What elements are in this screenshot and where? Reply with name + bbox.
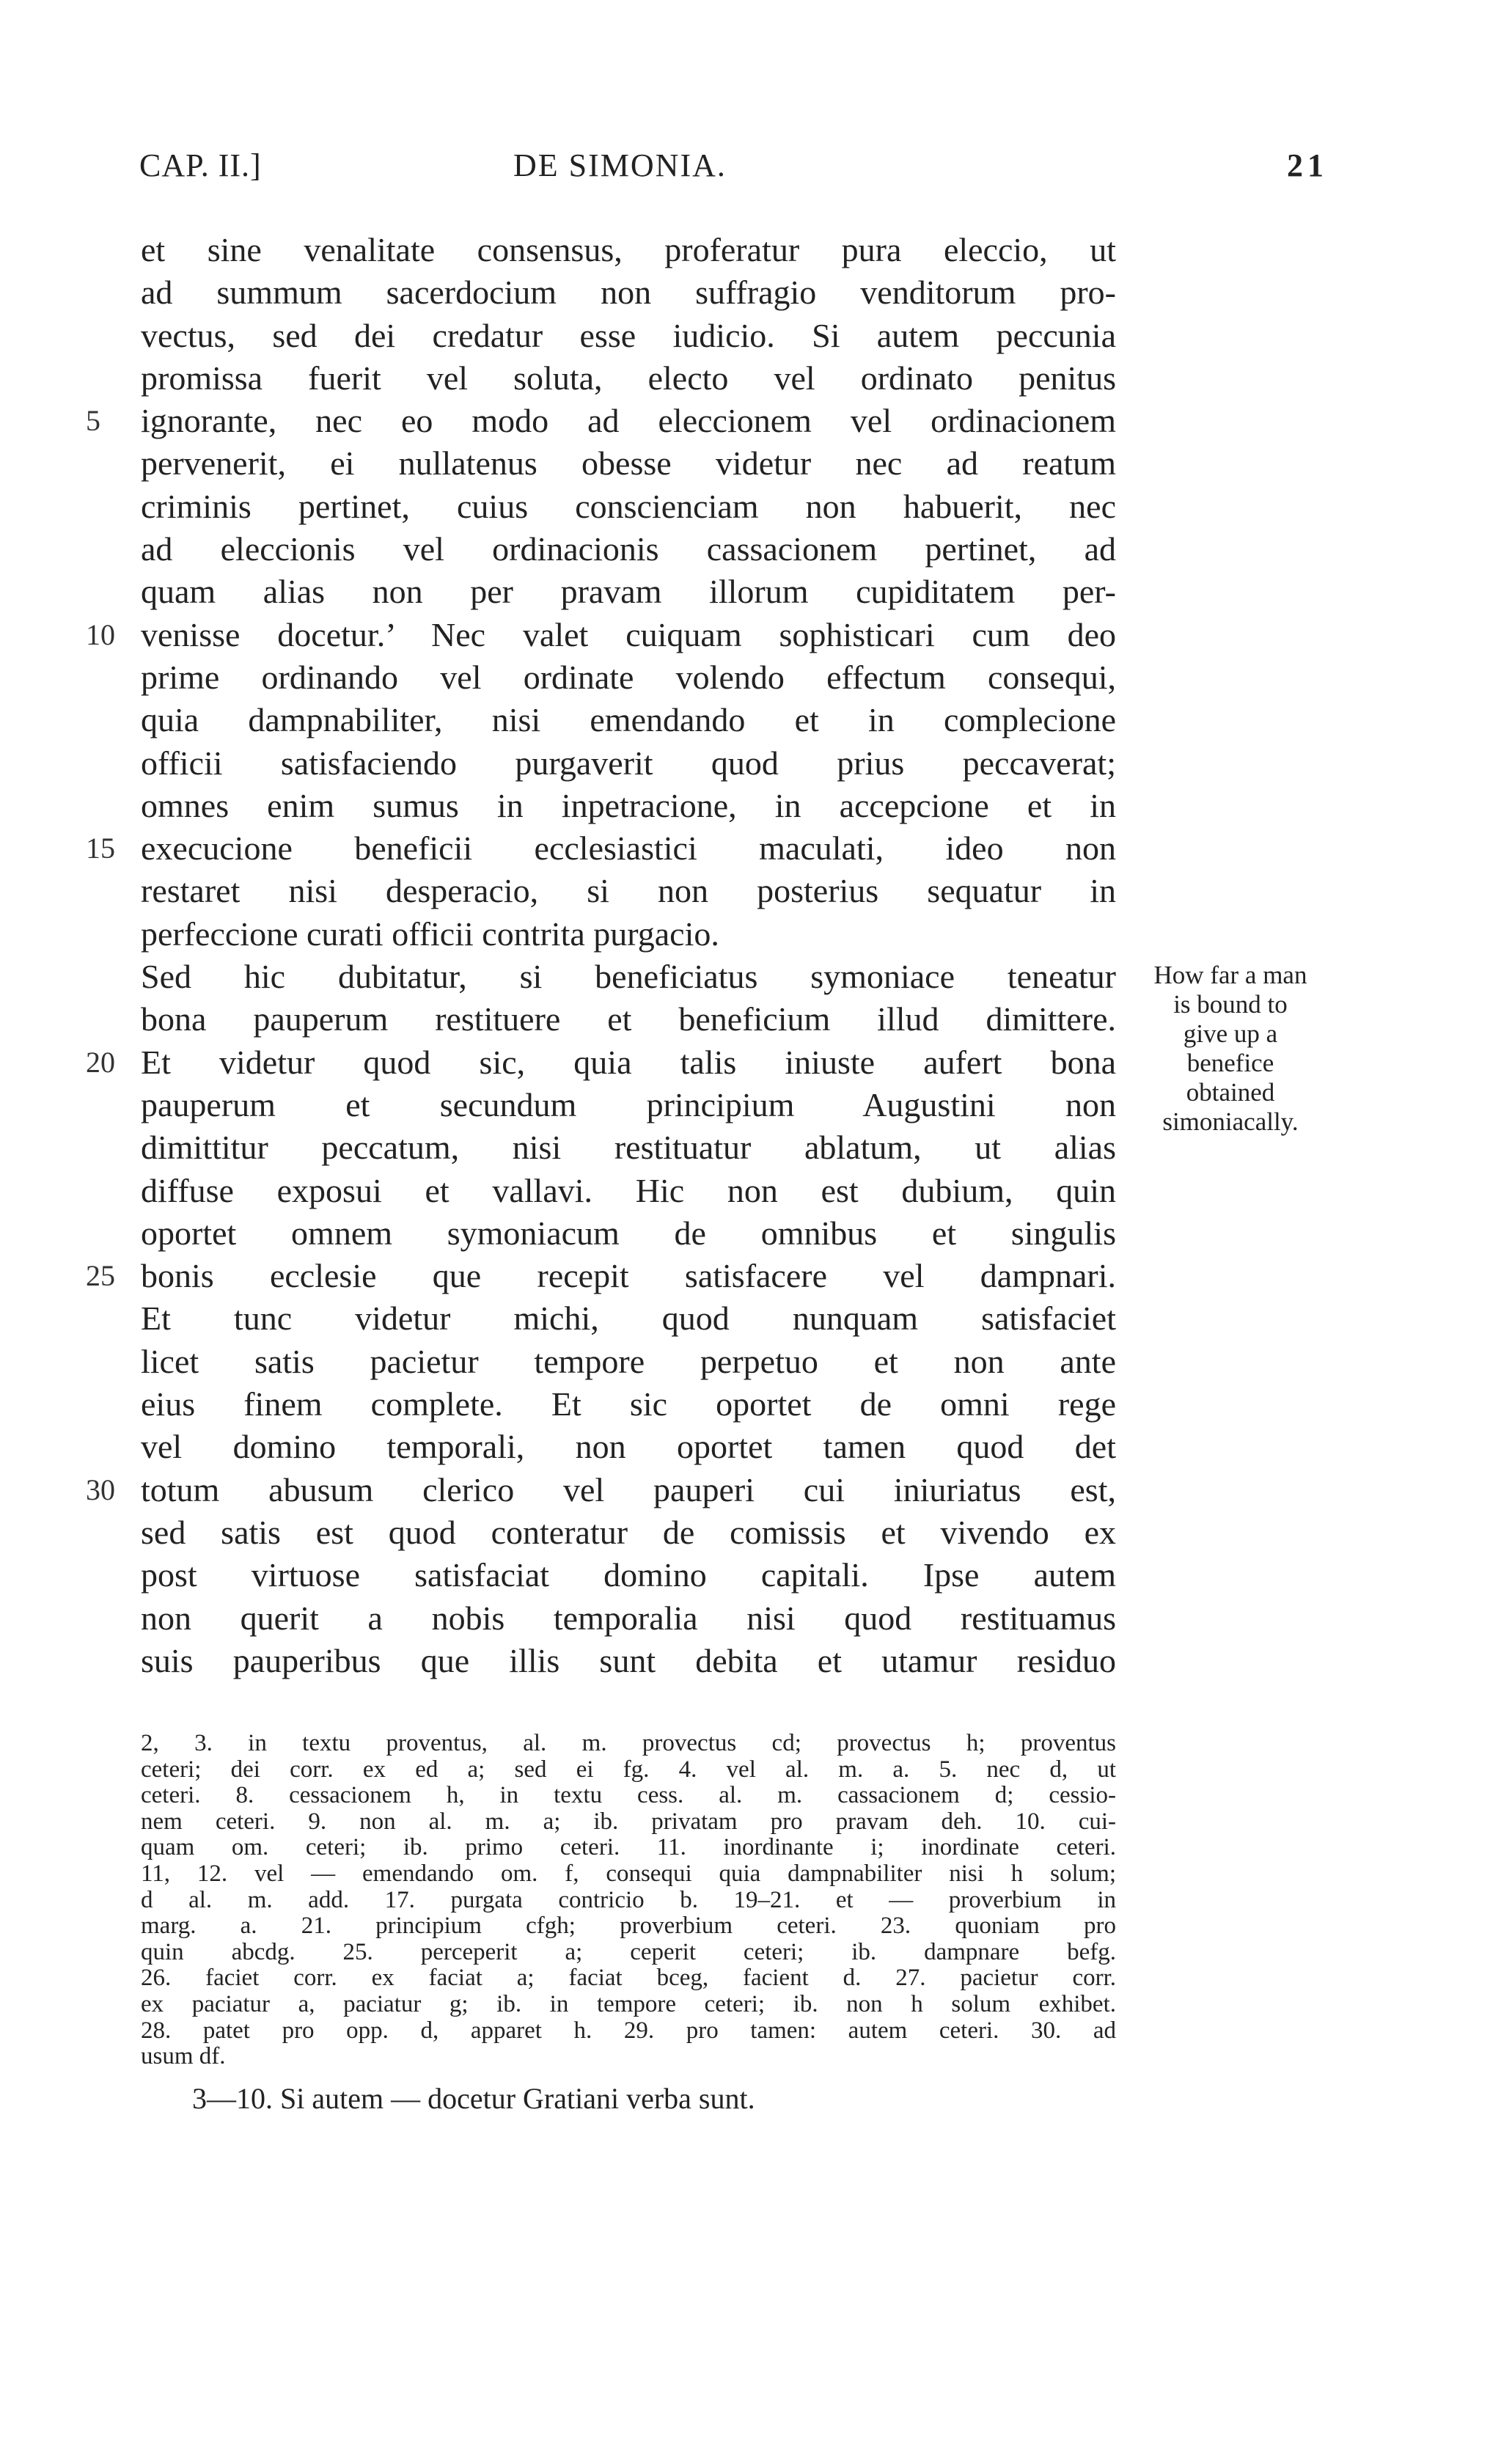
footnote-line: ceteri. 8. cessacionem h, in textu cess. al. m. cassacionem d; cessio- bbox=[141, 1782, 1116, 1809]
text-line bbox=[141, 1511, 1116, 1554]
footnote-line: ex paciatur a, paciatur g; ib. in tempore ceteri; ib. non h solum exhibet. bbox=[141, 1990, 1116, 2017]
line-text: criminis pertinet, cuius conscienciam non habuerit, nec bbox=[141, 487, 1116, 525]
line-text: execucione beneficii ecclesiastici maculati, ideo non bbox=[141, 829, 1116, 868]
text-line bbox=[141, 528, 1116, 571]
text-line bbox=[141, 870, 1116, 912]
line-number: 15 bbox=[86, 832, 115, 865]
margin-note-line: obtained bbox=[1186, 1078, 1275, 1107]
footnote-line: nem ceteri. 9. non al. m. a; ib. privatam pro pravam deh. 10. cui- bbox=[141, 1808, 1116, 1835]
text-line bbox=[141, 656, 1116, 699]
line-text: officii satisfaciendo purgaverit quod prius peccaverat; bbox=[141, 744, 1116, 782]
line-text: vel domino temporali, non oportet tamen quod det bbox=[141, 1428, 1116, 1466]
footnote-line: 28. patet pro opp. d, apparet h. 29. pro tamen: autem ceteri. 30. ad bbox=[141, 2017, 1116, 2044]
footnote-line: quam om. ceteri; ib. primo ceteri. 11. inordinante i; inordinate ceteri. bbox=[141, 1834, 1116, 1861]
line-text: ad eleccionis vel ordinacionis cassacionem pertinet, ad bbox=[141, 530, 1116, 568]
chapter-label: CAP. II.] bbox=[139, 147, 262, 183]
text-line bbox=[141, 315, 1116, 357]
margin-note-line: simoniacally. bbox=[1162, 1107, 1299, 1136]
text-line bbox=[141, 699, 1116, 741]
text-line bbox=[141, 998, 1116, 1041]
line-text: eius finem complete. Et sic oportet de omni rege bbox=[141, 1385, 1116, 1423]
line-number: 5 bbox=[86, 404, 100, 438]
line-text: ad summum sacerdocium non suffragio venditorum pro- bbox=[141, 274, 1116, 312]
line-text: non querit a nobis temporalia nisi quod restituamus bbox=[141, 1599, 1116, 1637]
text-line bbox=[86, 1041, 1116, 1084]
line-text: venisse docetur.’ Nec valet cuiquam sophisticari cum deo bbox=[141, 615, 1116, 653]
footnote-line: usum df. bbox=[141, 2043, 226, 2070]
text-line bbox=[141, 1426, 1116, 1468]
page-number: 21 bbox=[1287, 147, 1328, 183]
text-line bbox=[86, 614, 1116, 656]
footnote-line: quin abcdg. 25. perceperit a; ceperit ceteri; ib. dampnare befg. bbox=[141, 1938, 1116, 1965]
footnote-line: 2, 3. in textu proventus, al. m. provectus cd; provectus h; proventus bbox=[141, 1730, 1116, 1756]
text-line bbox=[86, 1255, 1116, 1297]
text-line bbox=[141, 913, 1116, 956]
line-text: oportet omnem symoniacum de omnibus et singulis bbox=[141, 1214, 1116, 1252]
text-line bbox=[141, 1597, 1116, 1640]
line-number: 25 bbox=[86, 1259, 115, 1293]
line-text: promissa fuerit vel soluta, electo vel ordinato penitus bbox=[141, 359, 1116, 397]
footnote-line: d al. m. add. 17. purgata contricio b. 19–21. et — proverbium in bbox=[141, 1886, 1116, 1913]
line-text: vectus, sed dei credatur esse iudicio. Si autem peccunia bbox=[141, 316, 1116, 354]
text-line bbox=[141, 1126, 1116, 1169]
line-text: ignorante, nec eo modo ad eleccionem vel ordinacionem bbox=[141, 402, 1116, 440]
text-line bbox=[141, 1084, 1116, 1126]
main-text bbox=[86, 229, 1116, 1682]
footnote-line: marg. a. 21. principium cfgh; proverbium ceteri. 23. quoniam pro bbox=[141, 1913, 1116, 1940]
text-line bbox=[141, 357, 1116, 400]
text-line bbox=[141, 742, 1116, 785]
line-text: post virtuose satisfaciat domino capitali. Ipse autem bbox=[141, 1556, 1116, 1594]
footnotes bbox=[141, 1731, 1116, 2070]
footnote-line: ceteri; dei corr. ex ed a; sed ei fg. 4. vel al. m. a. 5. nec d, ut bbox=[141, 1756, 1116, 1783]
text-line bbox=[141, 442, 1116, 485]
line-text: et sine venalitate consensus, proferatur pura eleccio, ut bbox=[141, 231, 1116, 268]
line-number: 20 bbox=[86, 1045, 115, 1079]
text-line bbox=[141, 1212, 1116, 1255]
text-line bbox=[141, 1554, 1116, 1596]
line-text: suis pauperibus que illis sunt debita et utamur residuo bbox=[141, 1641, 1116, 1679]
margin-note bbox=[1120, 961, 1340, 1137]
line-text: omnes enim sumus in inpetracione, in accepcione et in bbox=[141, 786, 1116, 824]
line-number: 30 bbox=[86, 1473, 115, 1506]
line-text: restaret nisi desperacio, si non posterius sequatur in bbox=[141, 872, 1116, 910]
text-line bbox=[141, 785, 1116, 827]
margin-note-line: is bound to bbox=[1173, 990, 1288, 1019]
running-title: DE SIMONIA. bbox=[513, 147, 727, 183]
text-line bbox=[141, 485, 1116, 528]
text-line bbox=[141, 271, 1116, 314]
text-line bbox=[86, 827, 1116, 870]
line-text: diffuse exposui et vallavi. Hic non est dubium, quin bbox=[141, 1171, 1116, 1209]
text-line bbox=[86, 1469, 1116, 1511]
line-text: sed satis est quod conteratur de comissis et vivendo ex bbox=[141, 1513, 1116, 1551]
text-line bbox=[86, 400, 1116, 442]
margin-note-line: give up a bbox=[1183, 1019, 1278, 1048]
source-note: 3—10. Si autem — docetur Gratiani verba sunt. bbox=[192, 2082, 755, 2115]
margin-note-line: benefice bbox=[1186, 1049, 1274, 1077]
line-text: Sed hic dubitatur, si beneficiatus symoniace teneatur bbox=[141, 958, 1116, 996]
line-text: dimittitur peccatum, nisi restituatur ablatum, ut alias bbox=[141, 1129, 1116, 1167]
text-line bbox=[141, 1297, 1116, 1340]
line-number: 10 bbox=[86, 617, 115, 651]
running-header bbox=[0, 147, 1512, 191]
line-text: prime ordinando vel ordinate volendo effectum consequi, bbox=[141, 658, 1116, 696]
text-line bbox=[141, 1341, 1116, 1383]
line-text: pervenerit, ei nullatenus obesse videtur nec ad reatum bbox=[141, 444, 1116, 483]
text-line bbox=[141, 956, 1116, 998]
line-text: perfeccione curati officii contrita purgacio. bbox=[141, 914, 719, 953]
line-text: quia dampnabiliter, nisi emendando et in complecione bbox=[141, 701, 1116, 739]
footnote-line: 26. faciet corr. ex faciat a; faciat bceg, facient d. 27. pacietur corr. bbox=[141, 1965, 1116, 1992]
margin-note-line: How far a man bbox=[1153, 961, 1307, 989]
line-text: bonis ecclesie que recepit satisfacere vel dampnari. bbox=[141, 1257, 1116, 1295]
text-line bbox=[141, 229, 1116, 271]
text-line bbox=[141, 1383, 1116, 1426]
footnote-line: 11, 12. vel — emendando om. f, consequi quia dampnabiliter nisi h solum; bbox=[141, 1860, 1116, 1887]
line-text: pauperum et secundum principium Augustini non bbox=[141, 1085, 1116, 1123]
line-text: Et videtur quod sic, quia talis iniuste aufert bona bbox=[141, 1043, 1116, 1081]
text-line bbox=[141, 1640, 1116, 1682]
line-text: totum abusum clerico vel pauperi cui iniuriatus est, bbox=[141, 1470, 1116, 1508]
text-line bbox=[141, 571, 1116, 613]
line-text: licet satis pacietur tempore perpetuo et non ante bbox=[141, 1342, 1116, 1380]
line-text: quam alias non per pravam illorum cupiditatem per- bbox=[141, 573, 1116, 611]
text-line bbox=[141, 1170, 1116, 1212]
line-text: Et tunc videtur michi, quod nunquam satisfaciet bbox=[141, 1299, 1116, 1338]
line-text: bona pauperum restituere et beneficium illud dimittere. bbox=[141, 1000, 1116, 1038]
